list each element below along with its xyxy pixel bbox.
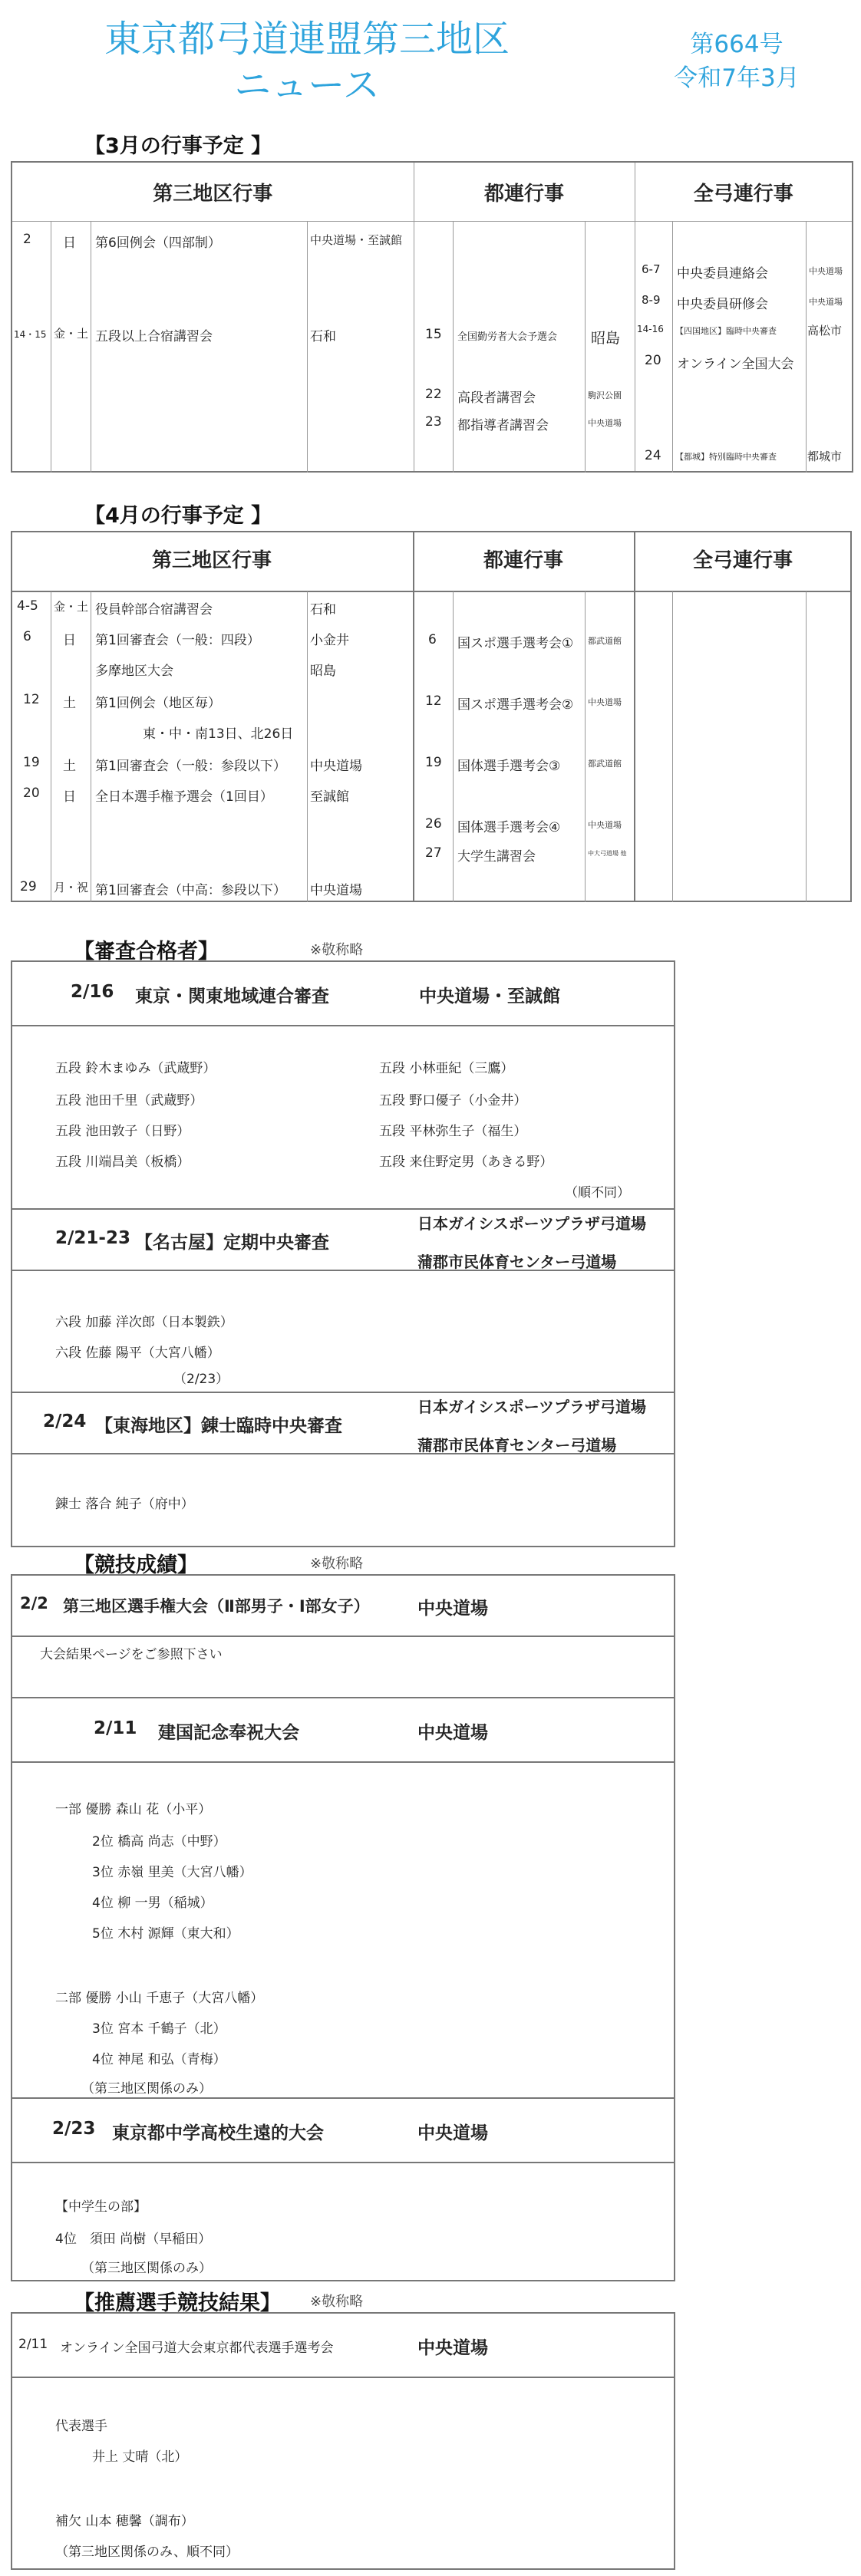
exam-date: 2/21-23 xyxy=(55,1228,130,1248)
recommend-title: オンライン全国弓道大会東京都代表選手選考会 xyxy=(60,2340,334,2356)
passer-name: 五段 野口優子（小金井） xyxy=(379,1093,527,1108)
exam-venue: 蒲郡市民体育センター弓道場 xyxy=(417,1436,617,1454)
order-note: （順不同） xyxy=(565,1185,630,1201)
result-line: 4位 須田 尚樹（早稲田） xyxy=(55,2232,212,2247)
event-name: 大学生講習会 xyxy=(457,849,536,865)
event-place: 石和 xyxy=(310,329,336,344)
event-day: 土 xyxy=(63,759,76,774)
exam-date: 2/24 xyxy=(43,1412,87,1431)
march-local-cell xyxy=(12,222,414,473)
event-day: 日 xyxy=(63,633,76,648)
recommend-note: ※敬称略 xyxy=(310,2294,364,2310)
event-name: 役員幹部合宿講習会 xyxy=(95,602,213,618)
exam-box-nagoya xyxy=(11,1208,675,1393)
recommend-box-header xyxy=(12,2314,674,2378)
result-box-header xyxy=(12,2099,674,2163)
event-date: 6-7 xyxy=(642,262,661,276)
result-line: 5位 木村 源輝（東大和） xyxy=(92,1926,239,1942)
passer-name: 五段 小林亜紀（三鷹） xyxy=(379,1061,514,1076)
exam-box-header xyxy=(12,1210,674,1271)
event-date: 6 xyxy=(428,632,437,647)
issue-number: 第664号 xyxy=(690,31,783,58)
event-date: 12 xyxy=(23,692,40,707)
title-line-1: 東京都弓道連盟第三地区 xyxy=(104,18,510,61)
passer-name: 五段 平林弥生子（福生） xyxy=(379,1124,527,1139)
event-place: 都城市 xyxy=(807,450,843,463)
result-line: 2位 橋高 尚志（中野） xyxy=(92,1834,226,1850)
event-date: 20 xyxy=(645,353,661,368)
event-place: 中央道場 xyxy=(588,418,622,428)
exam-title: 東京・関東地域連合審査 xyxy=(135,987,329,1006)
exam-venue: 中央道場・至誠館 xyxy=(419,987,560,1006)
event-name: 国体選手選考会④ xyxy=(457,820,561,835)
event-place: 駒沢公園 xyxy=(588,390,622,400)
event-place: 中央道場 xyxy=(588,820,622,830)
event-date: 4-5 xyxy=(17,598,38,614)
result-date: 2/11 xyxy=(94,1718,137,1738)
result-title: 第三地区選手権大会（Ⅱ部男子・Ⅰ部女子） xyxy=(63,1597,370,1616)
exam-date: 2/16 xyxy=(71,982,114,1002)
event-name: 国スポ選手選考会① xyxy=(457,636,574,651)
result-line: 大会結果ページをご参照下さい xyxy=(40,1647,223,1662)
event-place: 都武道館 xyxy=(588,636,622,646)
event-day: 月・祝 xyxy=(54,881,89,894)
event-name: 東・中・南13日、北26日 xyxy=(143,726,294,742)
event-name: 高段者講習会 xyxy=(457,390,536,406)
event-day: 日 xyxy=(63,789,76,805)
event-name: 中央委員連絡会 xyxy=(677,266,768,282)
event-place: 昭島 xyxy=(591,330,621,347)
result-line: 二部 優勝 小山 千恵子（大宮八幡） xyxy=(55,1991,264,2006)
event-name: 国体選手選考会③ xyxy=(457,759,561,774)
result-line: （第三地区関係のみ） xyxy=(81,2261,212,2276)
event-place: 中央道場 xyxy=(310,759,362,774)
exam-box-header xyxy=(12,1393,674,1454)
recommend-line: 補欠 山本 穂馨（調布） xyxy=(55,2514,194,2529)
passer-name: 五段 鈴木まゆみ（武蔵野） xyxy=(55,1061,216,1076)
result-title: 建国記念奉祝大会 xyxy=(158,1723,299,1743)
exam-note: ※敬称略 xyxy=(310,942,364,958)
event-day: 土 xyxy=(63,696,76,711)
passer-name: 五段 来住野定男（あきる野） xyxy=(379,1155,553,1170)
passer-name: 錬士 落合 純子（府中） xyxy=(55,1497,194,1512)
result-line: 3位 赤嶺 里美（大宮八幡） xyxy=(92,1865,252,1880)
recommend-date: 2/11 xyxy=(18,2337,48,2352)
event-date: 29 xyxy=(20,879,37,894)
result-line: （第三地区関係のみ） xyxy=(81,2081,212,2097)
event-date: 8-9 xyxy=(642,293,661,307)
event-date: 12 xyxy=(425,693,442,709)
exam-box-tokai xyxy=(11,1392,675,1547)
april-header-line xyxy=(11,591,852,592)
exam-venue: 日本ガイシスポーツプラザ弓道場 xyxy=(417,1398,646,1416)
event-name: 多摩地区大会 xyxy=(95,664,173,679)
event-date: 14-16 xyxy=(637,324,664,334)
result-line: 4位 柳 一男（稲城） xyxy=(92,1896,213,1911)
result-box-district-championship xyxy=(11,1574,675,1698)
result-box-header xyxy=(12,1576,674,1637)
march-divider xyxy=(453,222,454,473)
event-place: 昭島 xyxy=(310,664,336,679)
exam-venue: 日本ガイシスポーツプラザ弓道場 xyxy=(417,1214,646,1233)
event-name: 中央委員研修会 xyxy=(677,297,768,312)
event-place: 都武道館 xyxy=(588,759,622,769)
event-name: 全日本選手権予選会（1回目） xyxy=(95,789,273,805)
results-note: ※敬称略 xyxy=(310,1556,364,1572)
event-place: 小金井 xyxy=(310,633,349,648)
result-line: 一部 優勝 森山 花（小平） xyxy=(55,1802,212,1817)
event-date: 15 xyxy=(425,327,442,342)
result-date: 2/23 xyxy=(52,2119,96,2139)
exam-box-header xyxy=(12,962,674,1026)
march-divider xyxy=(585,222,586,473)
april-col-local: 第三地区行事 xyxy=(151,549,272,572)
recommend-line: 井上 丈晴（北） xyxy=(92,2449,188,2465)
event-place: 中央道場 xyxy=(310,883,362,898)
event-date: 23 xyxy=(425,414,442,430)
result-box-header xyxy=(12,1698,674,1763)
passer-name: 六段 加藤 洋次郎（日本製鉄） xyxy=(55,1315,233,1330)
exam-heading: 【審査合格者】 xyxy=(74,940,219,964)
passer-name: 六段 佐藤 陽平（大宮八幡） xyxy=(55,1346,220,1361)
event-name: オンライン全国大会 xyxy=(677,357,794,372)
march-national-cell xyxy=(635,222,853,473)
event-place: 中央道場・至誠館 xyxy=(310,233,403,247)
result-venue: 中央道場 xyxy=(417,2123,488,2143)
recommend-venue: 中央道場 xyxy=(417,2338,488,2358)
result-venue: 中央道場 xyxy=(417,1723,488,1743)
result-line: 【中学生の部】 xyxy=(55,2199,147,2215)
event-place: 中央道場 xyxy=(809,297,843,307)
event-place: 中大弓道場 他 xyxy=(588,850,627,857)
event-place: 中央道場 xyxy=(588,697,622,707)
event-name: 第1回審査会（中高：参段以下） xyxy=(95,883,286,898)
issue-date: 令和7年3月 xyxy=(674,64,800,92)
event-place: 石和 xyxy=(310,602,336,618)
result-line: 3位 宮本 千鶴子（北） xyxy=(92,2021,226,2037)
april-divider xyxy=(453,591,454,902)
event-name: 都指導者講習会 xyxy=(457,418,549,433)
passer-name: 五段 川端昌美（板橋） xyxy=(55,1155,190,1170)
event-name: 国スポ選手選考会② xyxy=(457,697,574,713)
march-heading: 【3月の行事予定 】 xyxy=(84,134,272,158)
event-place: 中央道場 xyxy=(809,266,843,276)
exam-title: 【名古屋】定期中央審査 xyxy=(135,1233,329,1253)
april-divider xyxy=(806,591,807,902)
april-heading: 【4月の行事予定 】 xyxy=(84,504,272,528)
april-divider xyxy=(672,591,673,902)
april-divider xyxy=(585,591,586,902)
april-divider xyxy=(307,591,308,902)
recommend-line: （第三地区関係のみ、順不同） xyxy=(55,2545,239,2560)
recommend-line: 代表選手 xyxy=(55,2419,107,2434)
event-date: 20 xyxy=(23,786,40,801)
exam-sub-date: （2/23） xyxy=(173,1372,229,1387)
exam-venue: 蒲郡市民体育センター弓道場 xyxy=(417,1253,617,1271)
event-name: 第1回審査会（一般：参段以下） xyxy=(95,759,286,774)
results-heading: 【競技成績】 xyxy=(74,1553,198,1577)
event-date: 24 xyxy=(645,448,661,463)
result-title: 東京都中学高校生遠的大会 xyxy=(112,2123,324,2143)
march-col-local: 第三地区行事 xyxy=(12,162,414,222)
result-box-enteki xyxy=(11,2097,675,2281)
event-name: 第1回審査会（一般：四段） xyxy=(95,633,260,648)
event-date: 22 xyxy=(425,387,442,402)
event-place: 至誠館 xyxy=(310,789,349,805)
event-day: 金・土 xyxy=(54,600,89,614)
exam-box-tokyo-kanto xyxy=(11,960,675,1210)
april-col-tokyo: 都連行事 xyxy=(483,549,563,572)
passer-name: 五段 池田敦子（日野） xyxy=(55,1124,190,1139)
event-date: 19 xyxy=(425,755,442,770)
exam-title: 【東海地区】錬士臨時中央審査 xyxy=(95,1416,342,1436)
recommend-box xyxy=(11,2312,675,2570)
recommend-heading: 【推薦選手競技結果】 xyxy=(74,2291,281,2315)
passer-name: 五段 池田千里（武蔵野） xyxy=(55,1093,203,1108)
april-divider xyxy=(634,531,635,902)
event-name: 全国勤労者大会予選会 xyxy=(457,331,558,343)
event-day: 金・土 xyxy=(54,327,89,341)
event-name: 第6回例会（四部制） xyxy=(95,236,221,251)
event-name: 五段以上合宿講習会 xyxy=(95,329,213,344)
event-date: 6 xyxy=(23,629,31,644)
event-place: 高松市 xyxy=(807,324,843,338)
march-col-national: 全弓連行事 xyxy=(635,162,853,222)
march-divider xyxy=(672,222,673,473)
event-date: 19 xyxy=(23,755,40,770)
event-date: 26 xyxy=(425,816,442,832)
result-line: 4位 神尾 和弘（青梅） xyxy=(92,2052,226,2067)
event-date: 27 xyxy=(425,845,442,861)
event-name: 第1回例会（地区毎） xyxy=(95,696,221,711)
april-col-national: 全弓連行事 xyxy=(692,549,793,572)
event-date: 2 xyxy=(23,232,31,247)
march-divider xyxy=(806,222,807,473)
result-venue: 中央道場 xyxy=(417,1599,488,1619)
event-name: 【都城】特別臨時中央審査 xyxy=(675,452,777,462)
result-date: 2/2 xyxy=(20,1594,48,1612)
event-name: 【四国地区】臨時中央審査 xyxy=(675,326,777,336)
march-divider xyxy=(307,222,308,473)
march-col-tokyo: 都連行事 xyxy=(414,162,635,222)
title-line-2: ニュース xyxy=(234,64,380,107)
event-day: 日 xyxy=(63,236,76,251)
result-box-kenkoku xyxy=(11,1697,675,2099)
event-date: 14・15 xyxy=(14,329,47,340)
april-divider xyxy=(413,531,414,902)
